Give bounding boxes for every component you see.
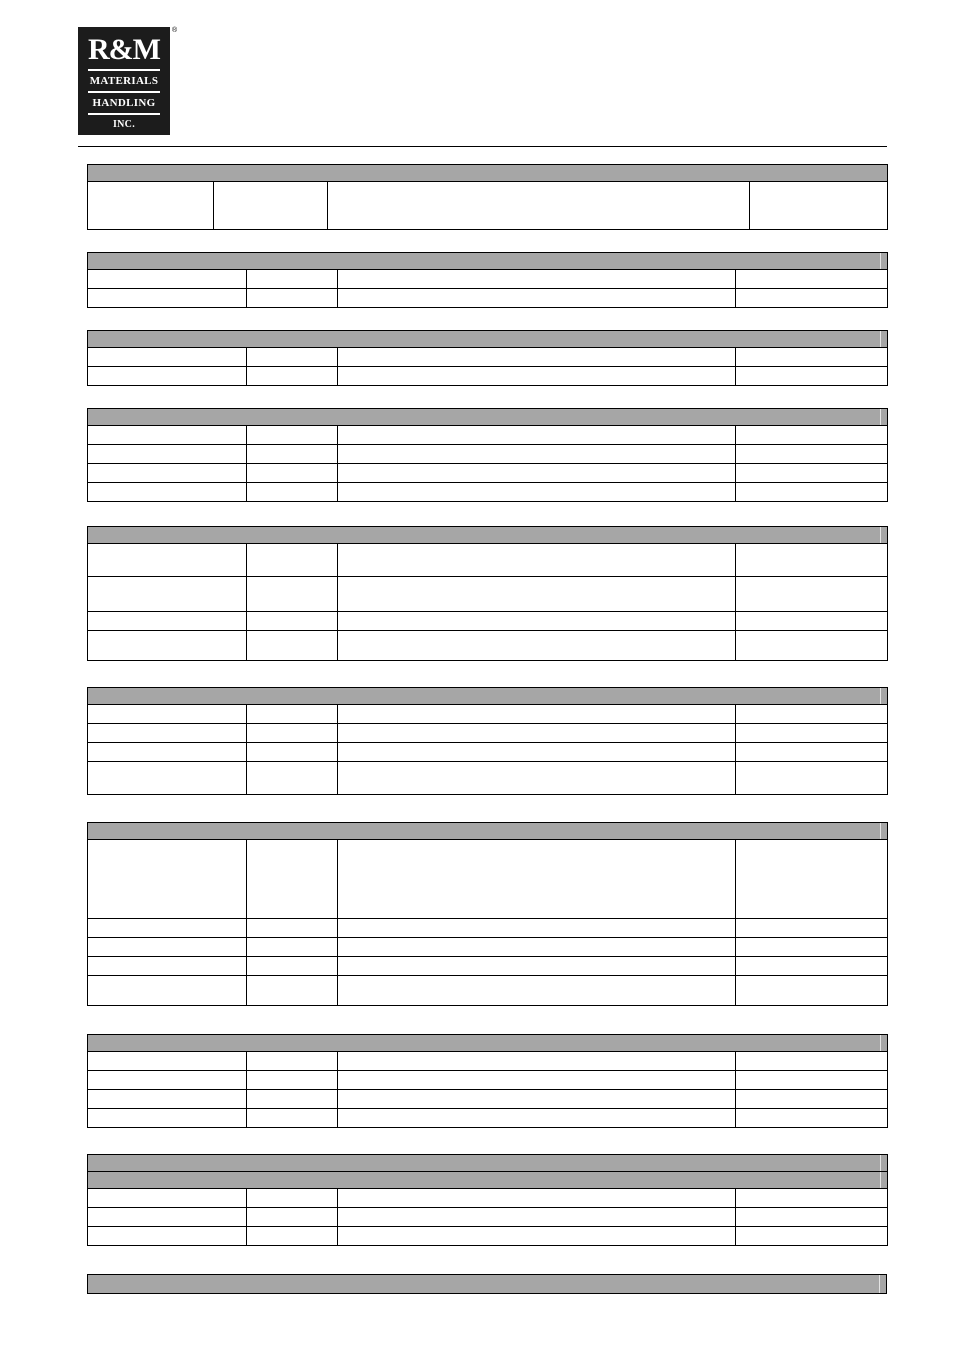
table-cell: [88, 464, 247, 483]
table-cell: [736, 270, 888, 289]
table-cell: [736, 426, 888, 445]
table-cell: [88, 724, 247, 743]
table-cell: [247, 445, 338, 464]
table-cell: [247, 705, 338, 724]
table-cell: [338, 1109, 736, 1128]
table-cell: [88, 544, 247, 577]
table-row: [88, 1071, 888, 1090]
section-subheader: [88, 1172, 888, 1189]
table-cell: [214, 182, 328, 230]
table-row: [88, 840, 888, 919]
table-cell: [338, 464, 736, 483]
table-cell: [338, 483, 736, 502]
table-cell: [88, 1035, 888, 1052]
table-cell: [338, 1189, 736, 1208]
table-cell: [736, 1090, 888, 1109]
table-cell: [247, 426, 338, 445]
table-cell: [338, 544, 736, 577]
table-cell: [88, 289, 247, 308]
table-cell: [338, 743, 736, 762]
table-cell: [88, 976, 247, 1006]
logo-line-inc: INC.: [88, 113, 160, 135]
table-row: [88, 348, 888, 367]
table-row: [88, 976, 888, 1006]
table-cell: [88, 1109, 247, 1128]
logo-brand: R&M: [88, 33, 160, 66]
table-cell: [736, 289, 888, 308]
table-cell: [247, 976, 338, 1006]
logo-line-materials: MATERIALS: [88, 69, 160, 91]
table-cell: [247, 289, 338, 308]
table-cell: [247, 577, 338, 612]
table-cell: [88, 688, 888, 705]
table-cell: [736, 1071, 888, 1090]
table-cell: [736, 919, 888, 938]
logo-line-handling: HANDLING: [88, 91, 160, 113]
table-cell: [247, 743, 338, 762]
section-header: [88, 253, 888, 270]
table-cell: [338, 1071, 736, 1090]
table-cell: [247, 612, 338, 631]
table-row: [88, 1227, 888, 1246]
table-cell: [736, 367, 888, 386]
table-row: [88, 464, 888, 483]
table-cell: [88, 957, 247, 976]
table-cell: [338, 426, 736, 445]
table-cell: [338, 445, 736, 464]
table-row: [88, 577, 888, 612]
form-section-4: [87, 408, 887, 502]
table-cell: [338, 957, 736, 976]
table-cell: [736, 1227, 888, 1246]
table-cell: [88, 1090, 247, 1109]
table-cell: [88, 348, 247, 367]
table-cell: [736, 724, 888, 743]
table-cell: [88, 705, 247, 724]
table-cell: [736, 705, 888, 724]
form-section-8: [87, 1034, 887, 1128]
table-cell: [750, 182, 888, 230]
table-row: [88, 483, 888, 502]
table-cell: [736, 631, 888, 661]
table-cell: [88, 270, 247, 289]
table-row: [88, 919, 888, 938]
table-cell: [736, 464, 888, 483]
table-cell: [88, 1172, 888, 1189]
table-cell: [88, 483, 247, 502]
section-header: [88, 1275, 887, 1294]
table-cell: [338, 976, 736, 1006]
table-cell: [247, 957, 338, 976]
table-cell: [736, 1208, 888, 1227]
table-cell: [736, 1052, 888, 1071]
table-row: [88, 426, 888, 445]
table-cell: [247, 1052, 338, 1071]
registered-mark: ®: [172, 27, 178, 34]
table-row: [88, 182, 888, 230]
table-cell: [88, 1155, 888, 1172]
table-row: [88, 544, 888, 577]
table-cell: [338, 762, 736, 795]
table-cell: [247, 938, 338, 957]
table-cell: [88, 182, 214, 230]
table-cell: [247, 1208, 338, 1227]
table-cell: [736, 612, 888, 631]
section-header: [88, 823, 888, 840]
table-row: [88, 270, 888, 289]
table-cell: [88, 1227, 247, 1246]
table-row: [88, 1208, 888, 1227]
table-cell: [247, 631, 338, 661]
table-cell: [736, 348, 888, 367]
table-row: [88, 957, 888, 976]
table-cell: [736, 577, 888, 612]
table-cell: [338, 919, 736, 938]
form-section-10: [87, 1274, 887, 1294]
table-cell: [247, 367, 338, 386]
section-header: [88, 1155, 888, 1172]
table-row: [88, 724, 888, 743]
section-header: [88, 331, 888, 348]
table-cell: [338, 348, 736, 367]
table-cell: [736, 544, 888, 577]
table-row: [88, 445, 888, 464]
form-section-5: [87, 526, 887, 661]
form-section-7: [87, 822, 887, 1006]
table-cell: [247, 270, 338, 289]
table-cell: [338, 631, 736, 661]
table-cell: [88, 367, 247, 386]
table-cell: [338, 1052, 736, 1071]
table-row: [88, 1109, 888, 1128]
table-row: [88, 612, 888, 631]
table-cell: [736, 445, 888, 464]
table-cell: [88, 840, 247, 919]
table-cell: [247, 724, 338, 743]
table-cell: [88, 426, 247, 445]
table-cell: [338, 840, 736, 919]
table-row: [88, 367, 888, 386]
table-cell: [88, 1189, 247, 1208]
table-cell: [88, 743, 247, 762]
company-logo: [78, 27, 170, 135]
section-header: [88, 165, 888, 182]
table-cell: [338, 612, 736, 631]
table-row: [88, 1052, 888, 1071]
table-cell: [247, 1189, 338, 1208]
table-cell: [736, 762, 888, 795]
section-header: [88, 409, 888, 426]
table-cell: [338, 1227, 736, 1246]
table-cell: [88, 938, 247, 957]
table-cell: [338, 577, 736, 612]
section-header: [88, 527, 888, 544]
table-cell: [247, 348, 338, 367]
form-section-2: [87, 252, 887, 308]
table-cell: [736, 840, 888, 919]
section-header: [88, 1035, 888, 1052]
table-cell: [247, 1090, 338, 1109]
table-cell: [88, 1208, 247, 1227]
table-cell: [88, 1052, 247, 1071]
table-row: [88, 762, 888, 795]
table-cell: [338, 367, 736, 386]
table-cell: [247, 464, 338, 483]
table-cell: [88, 331, 888, 348]
section-header: [88, 688, 888, 705]
table-cell: [88, 445, 247, 464]
table-row: [88, 1090, 888, 1109]
form-section-9: [87, 1154, 887, 1246]
table-cell: [338, 1090, 736, 1109]
table-cell: [338, 705, 736, 724]
table-cell: [247, 762, 338, 795]
table-row: [88, 743, 888, 762]
table-cell: [338, 1208, 736, 1227]
table-cell: [338, 938, 736, 957]
table-cell: [88, 631, 247, 661]
table-cell: [338, 270, 736, 289]
table-cell: [88, 253, 888, 270]
table-cell: [736, 483, 888, 502]
table-cell: [88, 165, 888, 182]
form-section-3: [87, 330, 887, 386]
table-row: [88, 289, 888, 308]
table-cell: [88, 762, 247, 795]
table-cell: [247, 919, 338, 938]
table-cell: [88, 527, 888, 544]
table-cell: [736, 1109, 888, 1128]
table-cell: [247, 544, 338, 577]
table-cell: [736, 1189, 888, 1208]
table-row: [88, 705, 888, 724]
table-cell: [88, 409, 888, 426]
table-cell: [88, 577, 247, 612]
table-cell: [338, 289, 736, 308]
table-row: [88, 938, 888, 957]
table-row: [88, 631, 888, 661]
header-rule: [78, 146, 887, 147]
table-cell: [88, 1071, 247, 1090]
table-cell: [88, 612, 247, 631]
table-cell: [736, 938, 888, 957]
table-cell: [88, 919, 247, 938]
table-cell: [247, 1071, 338, 1090]
table-cell: [88, 823, 888, 840]
table-cell: [736, 976, 888, 1006]
table-cell: [338, 724, 736, 743]
table-cell: [247, 483, 338, 502]
table-cell: [247, 1227, 338, 1246]
form-section-6: [87, 687, 887, 795]
table-cell: [88, 1275, 887, 1294]
table-cell: [247, 1109, 338, 1128]
table-cell: [736, 957, 888, 976]
table-cell: [736, 743, 888, 762]
form-section-1: [87, 164, 887, 230]
table-cell: [328, 182, 750, 230]
table-cell: [247, 840, 338, 919]
table-row: [88, 1189, 888, 1208]
